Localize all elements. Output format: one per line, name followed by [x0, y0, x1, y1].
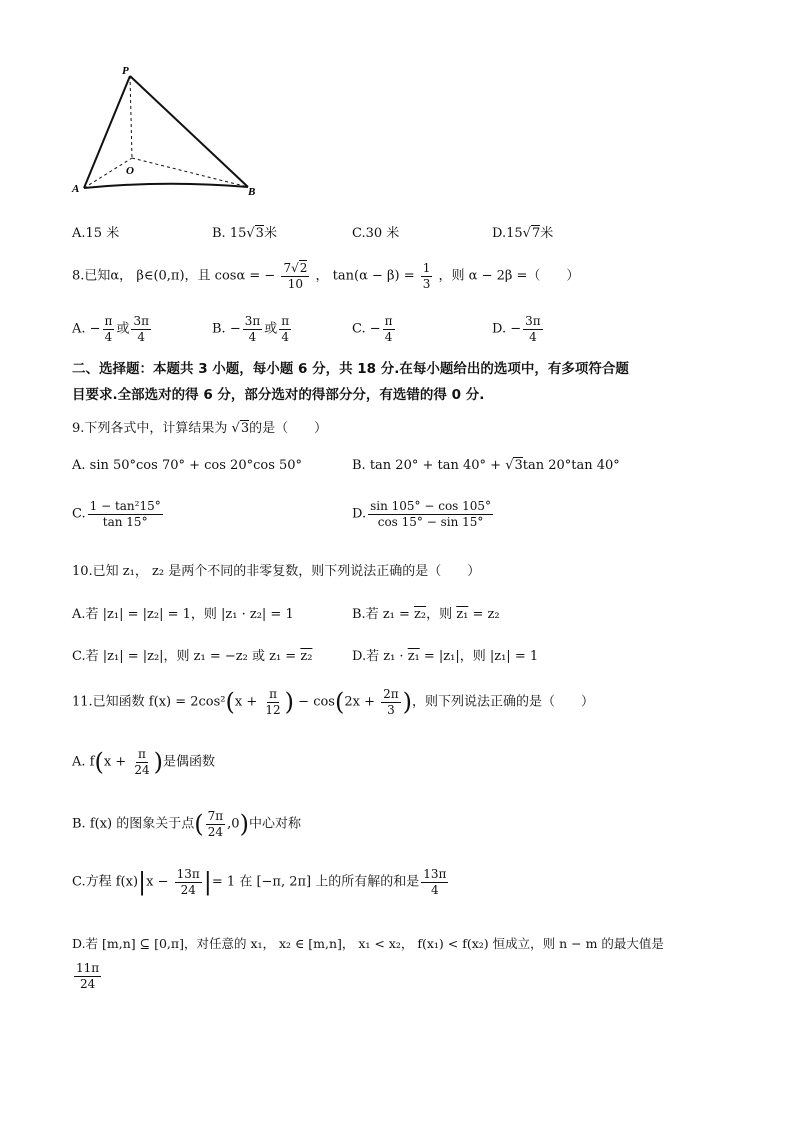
q10-c-pre: C.若 |z₁| = |z₂|，则 z₁ = −z₂ 或 z₁ =: [72, 649, 301, 664]
q10-b-pre: B.若 z₁ =: [352, 607, 415, 622]
q8-a-pre: A. −: [72, 321, 101, 337]
q8-c-num: π: [384, 314, 393, 328]
q8-d-den: 4: [529, 329, 537, 344]
q7-b-unit: 米: [263, 226, 277, 241]
q7-option-c: C.30 米: [352, 226, 400, 241]
q9-c-frac: [88, 500, 163, 528]
q8-b-frac1: [243, 315, 263, 343]
q7-b-radicand: 3: [255, 226, 264, 241]
q11-c-ans-den: 4: [431, 882, 439, 897]
q8-d-num: 3π: [525, 314, 541, 328]
q11-b-den: 24: [207, 824, 224, 839]
q10-d-conj: z₁: [407, 649, 420, 664]
q11-b-tail: 中心对称: [248, 816, 301, 832]
q9-d-num: sin 105° − cos 105°: [370, 499, 492, 513]
label-b: B: [248, 186, 256, 198]
q8-a2-num: 3π: [133, 314, 149, 328]
q11-option-d-answer: [72, 962, 103, 990]
q8-stem: [72, 262, 579, 290]
q7-b-coef: B. 15: [212, 226, 247, 241]
q8-b1-den: 4: [248, 329, 257, 344]
q9-c-den: tan 15°: [102, 514, 148, 529]
section2-heading-line1: 二、选择题：本题共 3 小题，每小题 6 分，共 18 分.在每小题给出的选项中，有多项符合题: [72, 361, 629, 377]
q8-option-d: [492, 315, 545, 343]
q11-a-post: 是偶函数: [163, 754, 216, 770]
q8-a2-den: 4: [137, 329, 146, 344]
q10-option-d: [352, 645, 538, 664]
q11-stem-frac2: [381, 688, 401, 716]
q8-stem-post: ，则 α − 2β =（ ）: [438, 268, 580, 284]
q10-b-post: = z₂: [468, 607, 500, 622]
q11-a-pre: A. f: [72, 754, 95, 770]
q9-d-frac: [368, 500, 493, 528]
q9-b-post: tan 20°tan 40°: [522, 458, 620, 473]
q11-d-frac: [74, 962, 101, 990]
q9-stem-pre: 9.下列各式中，计算结果为: [72, 421, 232, 436]
q9-c-num: 1 − tan²15°: [89, 499, 161, 513]
edge-pb: [130, 76, 248, 187]
q10-b-mid: ，则: [426, 607, 457, 622]
label-p: P: [122, 65, 129, 77]
q8-b-frac2: [279, 315, 291, 343]
q10-b-conj1: z₂: [414, 607, 427, 622]
q8-stem-pre: 8.已知α， β∈(0,π)，且 cosα = −: [72, 268, 276, 284]
q11-c-in: x −: [146, 874, 173, 890]
q9-stem: 9.下列各式中，计算结果为 √3的是（ ）: [72, 421, 328, 436]
q8-option-c: [352, 315, 397, 343]
q8-d-pre: D. −: [492, 321, 522, 337]
q10-d-post: = |z₁|，则 |z₁| = 1: [419, 649, 539, 664]
q10-option-b: [352, 603, 500, 622]
q11-d-ans-den: 24: [79, 976, 96, 991]
q7-d-unit: 米: [540, 226, 554, 241]
q11-f1-den: 12: [265, 702, 281, 717]
q11-c-frac: [175, 868, 202, 896]
q11-b-post: ,0: [227, 816, 240, 832]
q9-option-c: [72, 500, 165, 528]
q8-d-frac: [523, 315, 543, 343]
q11-d-ans-num: 11π: [76, 961, 100, 975]
q11-stem: 11.已知函数 f(x) = 2cos²(x + $\frac{\pi}{12}$ ) − cos(2x + $\frac{2\pi}{3}$ )，则下列说法正确的是（ ）: [72, 687, 595, 717]
q8-c-frac: [383, 315, 395, 343]
q8-frac-cos: $\frac{7√2}{10}$: [283, 261, 308, 291]
q8-a1-den: 4: [104, 329, 113, 344]
q11-a-in: x +: [103, 754, 131, 770]
q11-c-num: 13π: [176, 867, 200, 881]
q11-b-pre: B. f(x) 的图象关于点: [72, 816, 195, 832]
q8-a-frac2: [131, 315, 151, 343]
q8-b2-num: π: [281, 314, 290, 328]
q11-option-b: B. f(x) 的图象关于点( $\frac{7\pi}{24}$ ,0)中心对称: [72, 809, 301, 839]
edge-po: [130, 76, 132, 158]
q9-stem-post: 的是（ ）: [249, 421, 328, 436]
q8-b1-num: 3π: [244, 314, 261, 328]
q11-c-ans: [421, 868, 448, 896]
q10-d-pre: D.若 z₁ ·: [352, 649, 408, 664]
q8-b-pre: B. −: [212, 321, 241, 337]
q11-stem-pre: 11.已知函数 f(x) = 2cos²: [72, 694, 226, 710]
label-a: A: [72, 183, 80, 195]
q11-stem-post: ，则下列说法正确的是（ ）: [412, 694, 595, 710]
q11-f2-num: 2π: [383, 687, 399, 701]
q11-f1-num: π: [269, 687, 277, 701]
q11-a-num: π: [138, 747, 146, 761]
q11-c-den: 24: [180, 882, 196, 897]
q8-b2-den: 4: [281, 329, 290, 344]
label-o: O: [126, 165, 134, 177]
q8-f1-den: 10: [287, 276, 304, 291]
q8-frac-tan: [421, 262, 433, 290]
q11-stem-mid: − cos: [294, 694, 335, 710]
q10-stem: 10.已知 z₁， z₂ 是两个不同的非零复数，则下列说法正确的是（ ）: [72, 564, 481, 579]
q11-stem-a: x +: [234, 694, 262, 710]
q11-a-den: 24: [134, 762, 150, 777]
q8-a1-num: π: [104, 314, 113, 328]
q11-c-mid: = 1 在 [−π, 2π] 上的所有解的和是: [211, 874, 420, 890]
q11-c-pre: C.方程 f(x): [72, 874, 139, 890]
q9-option-d: [352, 500, 495, 528]
q9-stem-rad: 3: [240, 421, 250, 436]
q8-option-a: [72, 315, 153, 343]
q8-stem-mid: ， tan(α − β) =: [315, 268, 419, 284]
q8-f1-coef: 7: [283, 261, 292, 275]
q10-option-a: A.若 |z₁| = |z₂| = 1，则 |z₁ · z₂| = 1: [72, 607, 294, 622]
q7-d-coef: D.15: [492, 226, 523, 241]
section2-heading-line2: 目要求.全部选对的得 6 分，部分选对的得部分分，有选错的得 0 分.: [72, 387, 485, 403]
q8-a-frac1: [103, 315, 115, 343]
q8-c-den: 4: [384, 329, 393, 344]
q9-b-pre: B. tan 20° + tan 40° +: [352, 458, 506, 473]
q8-option-b: [212, 315, 293, 343]
edge-ab: [84, 184, 248, 188]
edge-pa: [84, 76, 130, 188]
q10-c-conj: z₂: [300, 649, 313, 664]
q10-option-c: [72, 645, 312, 664]
q7-option-a: A.15 米: [72, 226, 120, 241]
q11-b-frac: [206, 810, 226, 838]
pyramid-figure: [70, 60, 270, 200]
q11-a-frac: [132, 748, 151, 776]
q7-d-radicand: 7: [531, 226, 541, 241]
q9-b-rad: 3: [514, 458, 523, 473]
q8-f1-rad: 2: [299, 261, 308, 275]
q11-option-c: C.方程 f(x)|x − $\frac{13\pi}{24}$ |= 1 在 [−π, 2π] 上的所有解的和是 $\frac{13\pi}{4}$: [72, 867, 447, 897]
q9-d-label: D.: [352, 506, 367, 522]
q11-option-d: D.若 [m,n] ⊆ [0,π]，对任意的 x₁， x₂ ∈ [m,n]， x₁ < x₂， f(x₁) < f(x₂) 恒成立，则 n − m 的最大值是: [72, 936, 664, 951]
q9-d-den: cos 15° − sin 15°: [377, 514, 484, 529]
q11-stem-frac1: [263, 688, 282, 716]
q10-b-conj2: z₁: [456, 607, 469, 622]
q8-b-or: 或: [264, 321, 278, 337]
q8-c-pre: C. −: [352, 321, 381, 337]
q11-option-a: A. f(x + $\frac{\pi}{24}$ )是偶函数: [72, 747, 216, 777]
edge-ob: [132, 158, 248, 187]
q11-b-num: 7π: [207, 809, 224, 823]
q7-option-b: B. 15√3米: [212, 226, 277, 241]
q8-a-or: 或: [116, 321, 130, 337]
q8-f2-num: 1: [422, 261, 431, 275]
q7-option-d: D.15√7米: [492, 226, 554, 241]
q11-stem-b: 2x +: [344, 694, 380, 710]
q8-f2-den: 3: [422, 276, 431, 291]
q11-c-ans-num: 13π: [423, 867, 447, 881]
q9-c-label: C.: [72, 506, 86, 522]
q9-option-b: B. tan 20° + tan 40° + √3tan 20°tan 40°: [352, 458, 620, 473]
q9-option-a: A. sin 50°cos 70° + cos 20°cos 50°: [72, 458, 303, 473]
q11-f2-den: 3: [387, 702, 395, 717]
